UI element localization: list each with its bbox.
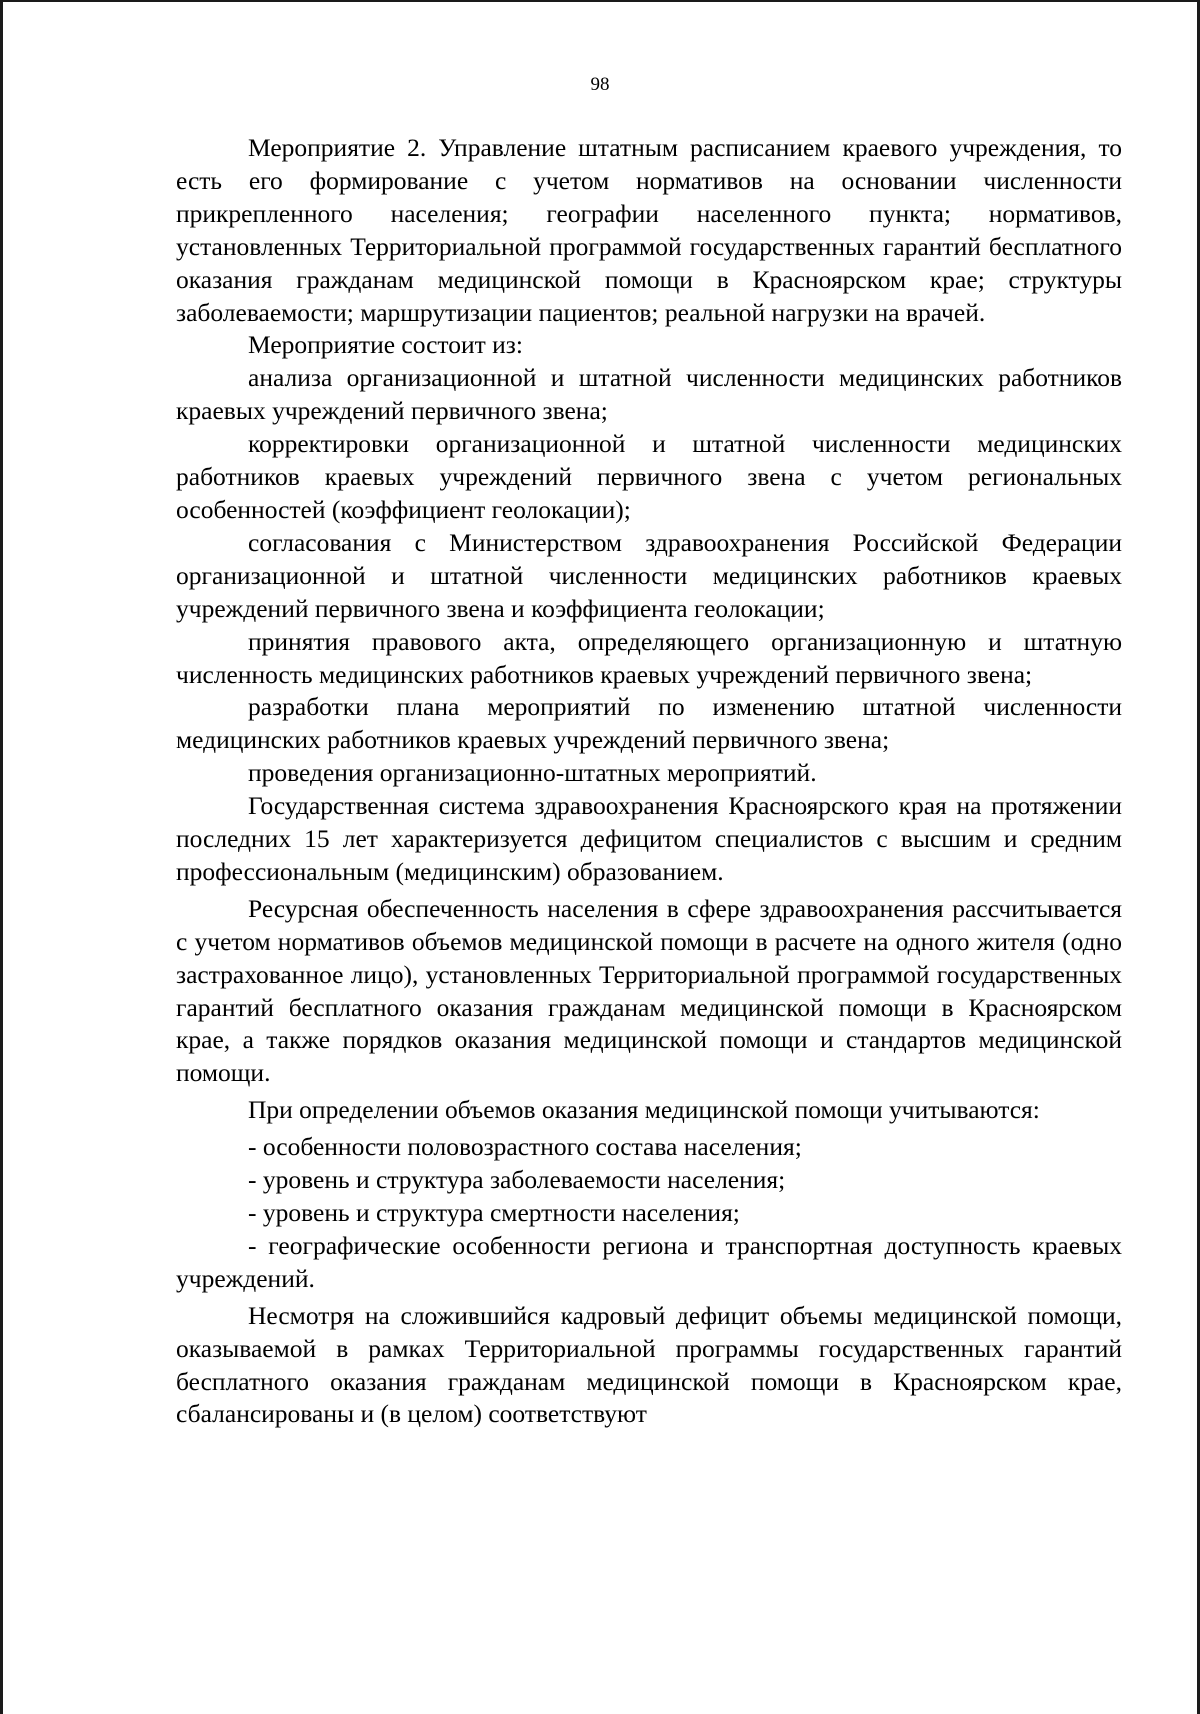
paragraph: разработки плана мероприятий по изменению штатной численности медицинских работников краевых учреждений первичного звена; [176,692,1122,755]
list-item: - уровень и структура смертности населения; [248,1198,740,1227]
paragraph: Несмотря на сложившийся кадровый дефицит объемы медицинской помощи, оказываемой в рамках Территориальной программы государственных гарантий бесплатного оказания гражданам медицинской помощи в Красноярском крае, сбалансированы и (в целом) соответствуют [176,1300,1122,1429]
paragraph: анализа организационной и штатной численности медицинских работников краевых учреждений первичного звена; [176,363,1122,426]
paragraph: Государственная система здравоохранения Красноярского края на протяжении последних 15 лет характеризуется дефицитом специалистов с высшим и средним профессиональным (медицинским) образованием. [176,791,1122,886]
page-number: 98 [590,74,610,95]
document-body [176,132,1122,1431]
paragraph: Ресурсная обеспеченность населения в сфере здравоохранения рассчитывается с учетом нормативов объемов медицинской помощи в расчете на одного жителя (одно застрахованное лицо), установленных Территориальной программой государственных гарантий бесплатного оказания гражданам медицинской помощи в Красноярском крае, а также порядков оказания медицинской помощи и стандартов медицинской помощи. [176,893,1122,1088]
paragraph: корректировки организационной и штатной численности медицинских работников краевых учреждений первичного звена с учетом региональных особенностей (коэффициент геолокации); [176,429,1122,524]
paragraph: Мероприятие 2. Управление штатным расписанием краевого учреждения, то есть его формирование с учетом нормативов на основании численности прикрепленного населения; географии населенного пункта; нормативов, установленных Территориальной программой государственных гарантий бесплатного оказания гражданам медицинской помощи в Красноярском крае; структуры заболеваемости; маршрутизации пациентов; реальной нагрузки на врачей. [176,133,1122,327]
paragraph: При определении объемов оказания медицинской помощи учитываются: [248,1095,1040,1125]
list-item: - уровень и структура заболеваемости населения; [248,1165,786,1195]
list-item: - географические особенности региона и транспортная доступность краевых учреждений. [176,1230,1122,1293]
paragraph: проведения организационно-штатных мероприятий. [248,758,817,788]
paragraph: согласования с Министерством здравоохранения Российской Федерации организационной и штатной численности медицинских работников краевых учреждений первичного звена и коэффициента геолокации; [176,527,1122,623]
list-item: - особенности половозрастного состава населения; [248,1132,802,1162]
paragraph: принятия правового акта, определяющего организационную и штатную численность медицинских работников краевых учреждений первичного звена; [176,626,1122,689]
paragraph: Мероприятие состоит из: [248,330,523,360]
